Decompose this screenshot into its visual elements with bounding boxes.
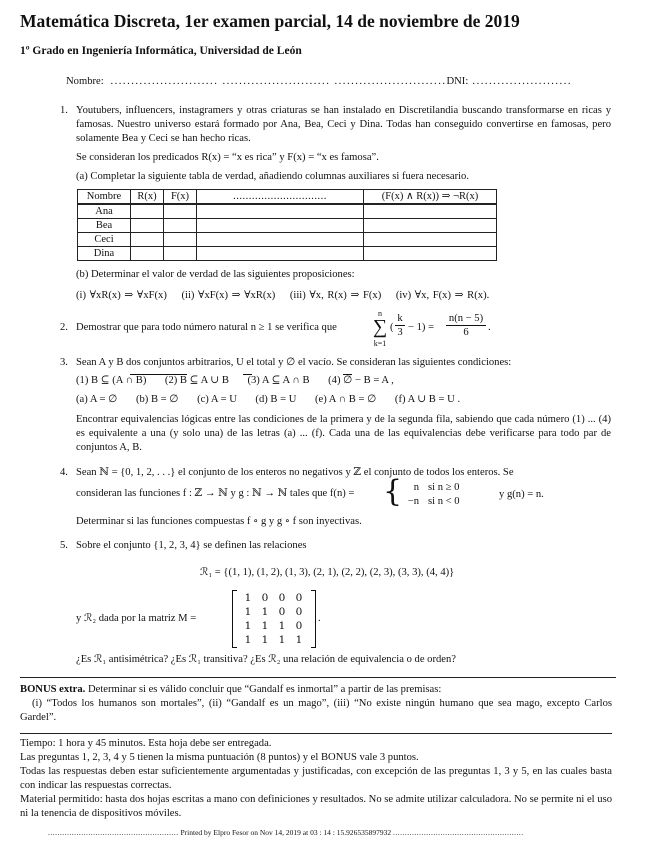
q1-part-b: (b) Determinar el valor de verdad de las siguientes proposiciones: xyxy=(76,269,355,280)
matrix-entry: 0 xyxy=(261,592,269,604)
paren-open: ( xyxy=(390,322,394,333)
frac1-num: k xyxy=(395,313,405,326)
q2-text: Demostrar que para todo número natural n ≥ 1 se verifica que xyxy=(76,322,337,333)
matrix-entry: 1 xyxy=(295,634,303,646)
printed-line: ....................................................... Printed by Elpro Fesor on Nov 14, 2019 at 03 : 14 : 15.926535897932 ....................................................... xyxy=(48,828,524,837)
rhs-den: 6 xyxy=(463,327,469,338)
cond-4: (4) ∅ − B = A , xyxy=(328,375,394,386)
q1-intro: Youtubers, influencers, instagramers y otras criaturas se han instalado en Discretilandia buscando transformarse en ricas y famosas. Nuestro universo estará formado por Ana, Bea, Ceci y Dina. Todas han conseguido convertirse en famosas, pero solamente Bea y Ceci se han hecho ricas. xyxy=(76,105,611,144)
matrix-entry: 1 xyxy=(244,592,252,604)
row-name: Ana xyxy=(78,204,131,219)
bracket-br xyxy=(311,647,315,648)
q1-number: 1. xyxy=(60,105,68,116)
th-rx: R(x) xyxy=(131,190,164,205)
table-cell[interactable] xyxy=(197,219,364,233)
name-dni-line: Nombre: .......................... .......................... ...........................DNI: ........................ xyxy=(66,76,572,87)
name-label: Nombre: xyxy=(66,76,104,87)
table-cell[interactable] xyxy=(131,204,164,219)
bracket-bl xyxy=(233,647,237,648)
q4-number: 4. xyxy=(60,467,68,478)
q1-predicates: Se consideran los predicados R(x) = “x es rica” y F(x) = “x es famosa”. xyxy=(76,152,379,163)
matrix-period: . xyxy=(318,613,321,624)
table-cell[interactable] xyxy=(164,204,197,219)
q5-question: ¿Es ℛ₁ antisimétrica? ¿Es ℛ₁ transitiva? ¿Es ℛ₂ una relación de equivalencia o de orden? xyxy=(76,654,456,665)
matrix-entry: 1 xyxy=(244,634,252,646)
q3-text: Encontrar equivalencias lógicas entre las condiciones de la primera y de la segunda fila, sabiendo que cada número (1) ... (4) es equivalente a una (y solo una) de las letras (a) ... (f). Cada una de las equivalencias debe verificarse para todo par de conjuntos A, B. xyxy=(76,414,611,453)
th-fx: F(x) xyxy=(164,190,197,205)
cond-c: (c) A = U xyxy=(197,394,237,405)
q2-sum-bottom: k=1 xyxy=(373,339,387,348)
table-cell[interactable] xyxy=(131,233,164,247)
bonus-block xyxy=(20,683,612,725)
q1-part-a: (a) Completar la siguiente tabla de verdad, añadiendo columnas auxiliares si fuera necesario. xyxy=(76,171,469,182)
table-cell[interactable] xyxy=(131,219,164,233)
overline-1 xyxy=(130,374,187,375)
divider-bonus xyxy=(20,677,616,678)
table-cell[interactable] xyxy=(197,204,364,219)
q3-row2 xyxy=(76,393,611,407)
prop-ii: (ii) ∀xF(x) ⇒ ∀xR(x) xyxy=(181,290,276,301)
q2-sum-top: n xyxy=(378,309,382,318)
th-aux: .............................. xyxy=(197,190,364,205)
q3-intro: Sean A y B dos conjuntos arbitrarios, U el total y ∅ el vacío. Se consideran las siguientes condiciones: xyxy=(76,357,512,368)
q2-period: . xyxy=(488,322,491,333)
table-cell[interactable] xyxy=(131,247,164,261)
table-cell[interactable] xyxy=(197,233,364,247)
bonus-text: Determinar si es válido concluir que “Gandalf es inmortal” a partir de las premisas: xyxy=(87,684,442,695)
cond-d: (d) B = U xyxy=(255,394,297,405)
matrix-entry: 1 xyxy=(261,606,269,618)
bracket-tr xyxy=(311,590,315,591)
prop-iii: (iii) ∀x, R(x) ⇒ F(x) xyxy=(289,290,382,301)
sigma-symbol: ∑ xyxy=(372,316,388,338)
table-cell[interactable] xyxy=(164,233,197,247)
matrix-entry: 1 xyxy=(278,634,286,646)
q5-number: 5. xyxy=(60,540,68,551)
printed-by: Printed by Elpro Fesor on Nov 14, 2019 at 03 : 14 : 15.926535897932 xyxy=(180,828,392,837)
prop-i: (i) ∀xR(x) ⇒ ∀xF(x) xyxy=(76,290,167,301)
truth-table-header xyxy=(78,190,497,205)
course-line: 1º Grado en Ingeniería Informática, Universidad de León xyxy=(20,45,302,57)
q4-line3: Determinar si las funciones compuestas f ∘ g y g ∘ f son inyectivas. xyxy=(76,516,362,527)
dni-label: DNI: xyxy=(446,76,469,87)
table-row xyxy=(78,247,497,261)
cases-brace: { xyxy=(383,474,403,509)
q3-number: 3. xyxy=(60,357,68,368)
bonus-premises: (i) “Todos los humanos son mortales”, (ii) “Gandalf es un mago”, (iii) “No existe ningún humano que sea mago, excepto Carlos Gardel”. xyxy=(20,698,612,723)
th-nombre: Nombre xyxy=(78,190,131,205)
q4-line2a: consideran las funciones f : ℤ → ℕ y g : ℕ → ℕ tales que f(n) = xyxy=(76,488,355,499)
footer-block xyxy=(20,733,612,821)
q2-number: 2. xyxy=(60,322,68,333)
r2-label: y ℛ₂ dada por la matriz M = xyxy=(76,613,197,624)
table-cell[interactable] xyxy=(164,219,197,233)
matrix-entry: 0 xyxy=(278,592,286,604)
table-row xyxy=(78,219,497,233)
footer-points: Las preguntas 1, 2, 3, 4 y 5 tienen la misma puntuación (8 puntos) y el BONUS vale 3 puntos. xyxy=(20,752,419,763)
q3-row1 xyxy=(76,374,611,388)
exam-title: Matemática Discreta, 1er examen parcial, 14 de noviembre de 2019 xyxy=(20,11,520,31)
cond-e: (e) A ∩ B = ∅ xyxy=(314,394,377,405)
table-cell[interactable] xyxy=(364,219,497,233)
row-name: Dina xyxy=(78,247,131,261)
cond-2: (2) B ⊆ A ∪ B xyxy=(164,375,229,386)
matrix-entry: 0 xyxy=(295,620,303,632)
cond-b: (b) B = ∅ xyxy=(135,394,179,405)
case2-val: −n xyxy=(407,496,419,507)
matrix-entry: 1 xyxy=(278,620,286,632)
case1-val: n xyxy=(413,482,419,493)
row-name: Ceci xyxy=(78,233,131,247)
footer-time: Tiempo: 1 hora y 45 minutos. Esta hoja debe ser entregada. xyxy=(20,738,272,749)
case2-cond: si n < 0 xyxy=(428,496,460,507)
case1-cond: si n ≥ 0 xyxy=(428,482,460,493)
q5-intro: Sobre el conjunto {1, 2, 3, 4} se definen las relaciones xyxy=(76,540,307,551)
table-cell[interactable] xyxy=(197,247,364,261)
matrix-m xyxy=(232,590,316,648)
matrix-entry: 0 xyxy=(295,606,303,618)
truth-table xyxy=(77,189,497,261)
relation-r1: ℛ₁ = {(1, 1), (1, 2), (1, 3), (2, 1), (2, 2), (2, 3), (3, 3), (4, 4)} xyxy=(200,567,455,578)
cond-f: (f) A ∪ B = U . xyxy=(394,394,461,405)
q4-line2b: y g(n) = n. xyxy=(499,489,544,500)
table-cell[interactable] xyxy=(364,233,497,247)
frac1-den: 3 xyxy=(397,327,403,338)
prop-iv: (iv) ∀x, F(x) ⇒ R(x). xyxy=(395,290,490,301)
table-cell[interactable] xyxy=(364,204,497,219)
cond-a: (a) A = ∅ xyxy=(76,394,118,405)
table-row xyxy=(78,204,497,219)
matrix-entry: 1 xyxy=(261,634,269,646)
overline-2 xyxy=(243,374,252,375)
cond-3: (3) A ⊆ A ∩ B xyxy=(247,375,310,386)
footer-material: Material permitido: hasta dos hojas escritas a mano con definiciones y resultados. No se admite utilizar calculadora. No se permite ni el uso ni la tenencia de dispositivos móviles. xyxy=(20,794,612,819)
th-formula: (F(x) ∧ R(x)) ⇒ ¬R(x) xyxy=(364,190,497,205)
table-cell[interactable] xyxy=(364,247,497,261)
q1-props xyxy=(76,289,611,303)
bonus-label: BONUS extra. xyxy=(20,684,86,695)
q4-line1: Sean ℕ = {0, 1, 2, . . .} el conjunto de los enteros no negativos y ℤ el conjunto de todos los enteros. Se xyxy=(76,467,514,478)
overline-3 xyxy=(343,374,352,375)
table-cell[interactable] xyxy=(164,247,197,261)
matrix-entry: 1 xyxy=(261,620,269,632)
footer-justify: Todas las respuestas deben estar suficientemente argumentadas y justificadas, con excepción de las preguntas 1, 3 y 5, en las cuales basta con indicar las respuestas correctas. xyxy=(20,766,612,791)
table-row xyxy=(78,233,497,247)
rhs-num: n(n − 5) xyxy=(446,313,486,326)
matrix-entry: 0 xyxy=(295,592,303,604)
cond-1: (1) B ⊆ (A ∩ B) xyxy=(76,375,147,386)
row-name: Bea xyxy=(78,219,131,233)
matrix-entry: 0 xyxy=(278,606,286,618)
q2-minus-one: − 1) = xyxy=(408,322,435,333)
matrix-entry: 1 xyxy=(244,606,252,618)
matrix-entry: 1 xyxy=(244,620,252,632)
bracket-tl xyxy=(233,590,237,591)
